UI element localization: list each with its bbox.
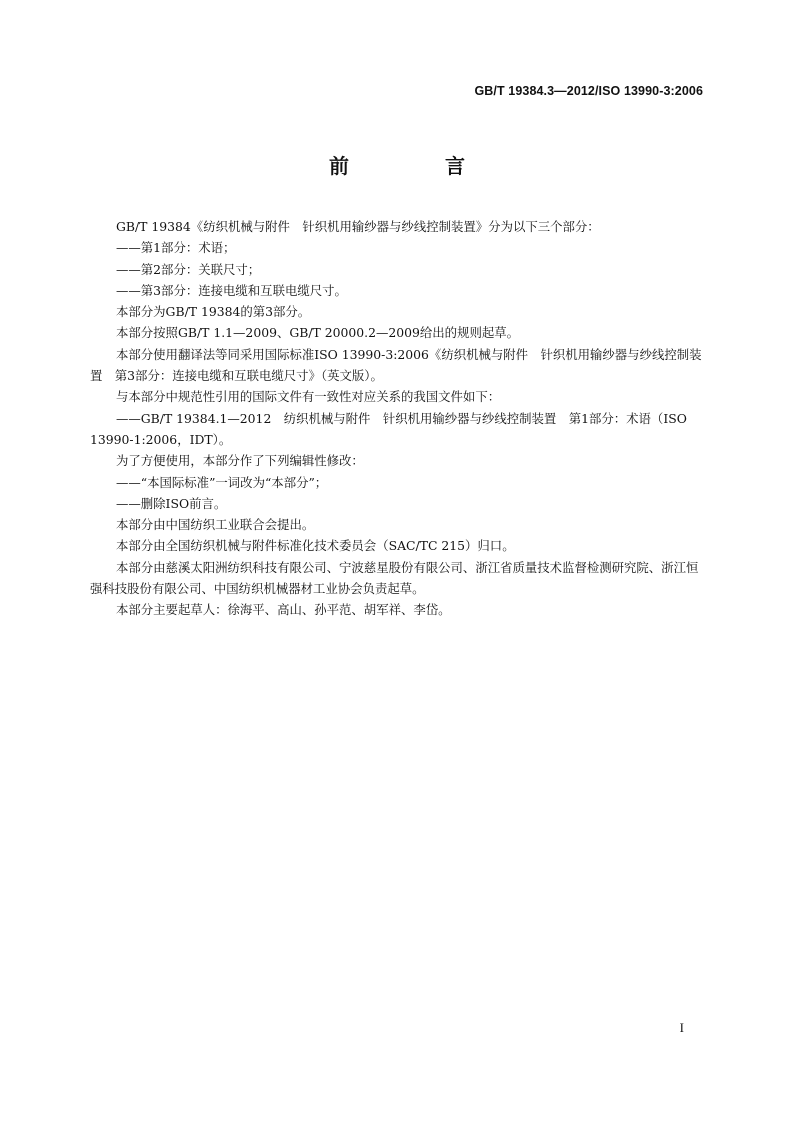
paragraph-adoption: 本部分使用翻译法等同采用国际标准ISO 13990-3:2006《纺织机械与附件 针织机用输纱器与纱线控制装置 第3部分：连接电缆和互联电缆尺寸》（英文版）。 [90, 346, 702, 384]
paragraph-part-statement: 本部分为GB/T 19384的第3部分。 [116, 304, 311, 320]
paragraph-drafted-by: 本部分由慈溪太阳洲纺织科技有限公司、宁波慈星股份有限公司、浙江省质量技术监督检测研究院、浙江恒强科技股份有限公司、中国纺织机械器材工业协会负责起草。 [90, 559, 699, 597]
page-number: I [679, 1020, 684, 1035]
list-item-remove-foreword: ——删除ISO前言。 [116, 495, 227, 511]
paragraph-proposed-by: 本部分由中国纺织工业联合会提出。 [116, 517, 315, 533]
standard-code-header: GB/T 19384.3—2012/ISO 13990-3:2006 [474, 84, 703, 98]
paragraph-centralized-by: 本部分由全国纺织机械与附件标准化技术委员会（SAC/TC 215）归口。 [116, 538, 515, 554]
list-item-part2: ——第2部分：关联尺寸； [116, 261, 261, 277]
paragraph-intro: GB/T 19384《纺织机械与附件 针织机用输纱器与纱线控制装置》分为以下三个部分： [116, 219, 600, 234]
paragraph-corresponding-docs: 与本部分中规范性引用的国际文件有一致性对应关系的我国文件如下： [116, 389, 501, 405]
list-item-part1: ——第1部分：术语； [116, 240, 236, 256]
list-item-corresponding-doc: ——GB/T 19384.1—2012 纺织机械与附件 针织机用输纱器与纱线控制装置 第1部分：术语（ISO 13990-1:2006，IDT）。 [90, 410, 691, 447]
page-title: 前 言 [329, 154, 503, 178]
list-item-part3: ——第3部分：连接电缆和互联电缆尺寸。 [116, 282, 347, 298]
paragraph-drafters: 本部分主要起草人：徐海平、高山、孙平范、胡军祥、李岱。 [116, 602, 451, 618]
list-item-change-term: ——“本国际标准”一词改为“本部分”； [116, 474, 328, 490]
paragraph-editorial-changes: 为了方便使用，本部分作了下列编辑性修改： [116, 453, 364, 469]
foreword-body [90, 216, 706, 621]
paragraph-drafting-rules: 本部分按照GB/T 1.1—2009、GB/T 20000.2—2009给出的规则起草。 [116, 325, 520, 341]
